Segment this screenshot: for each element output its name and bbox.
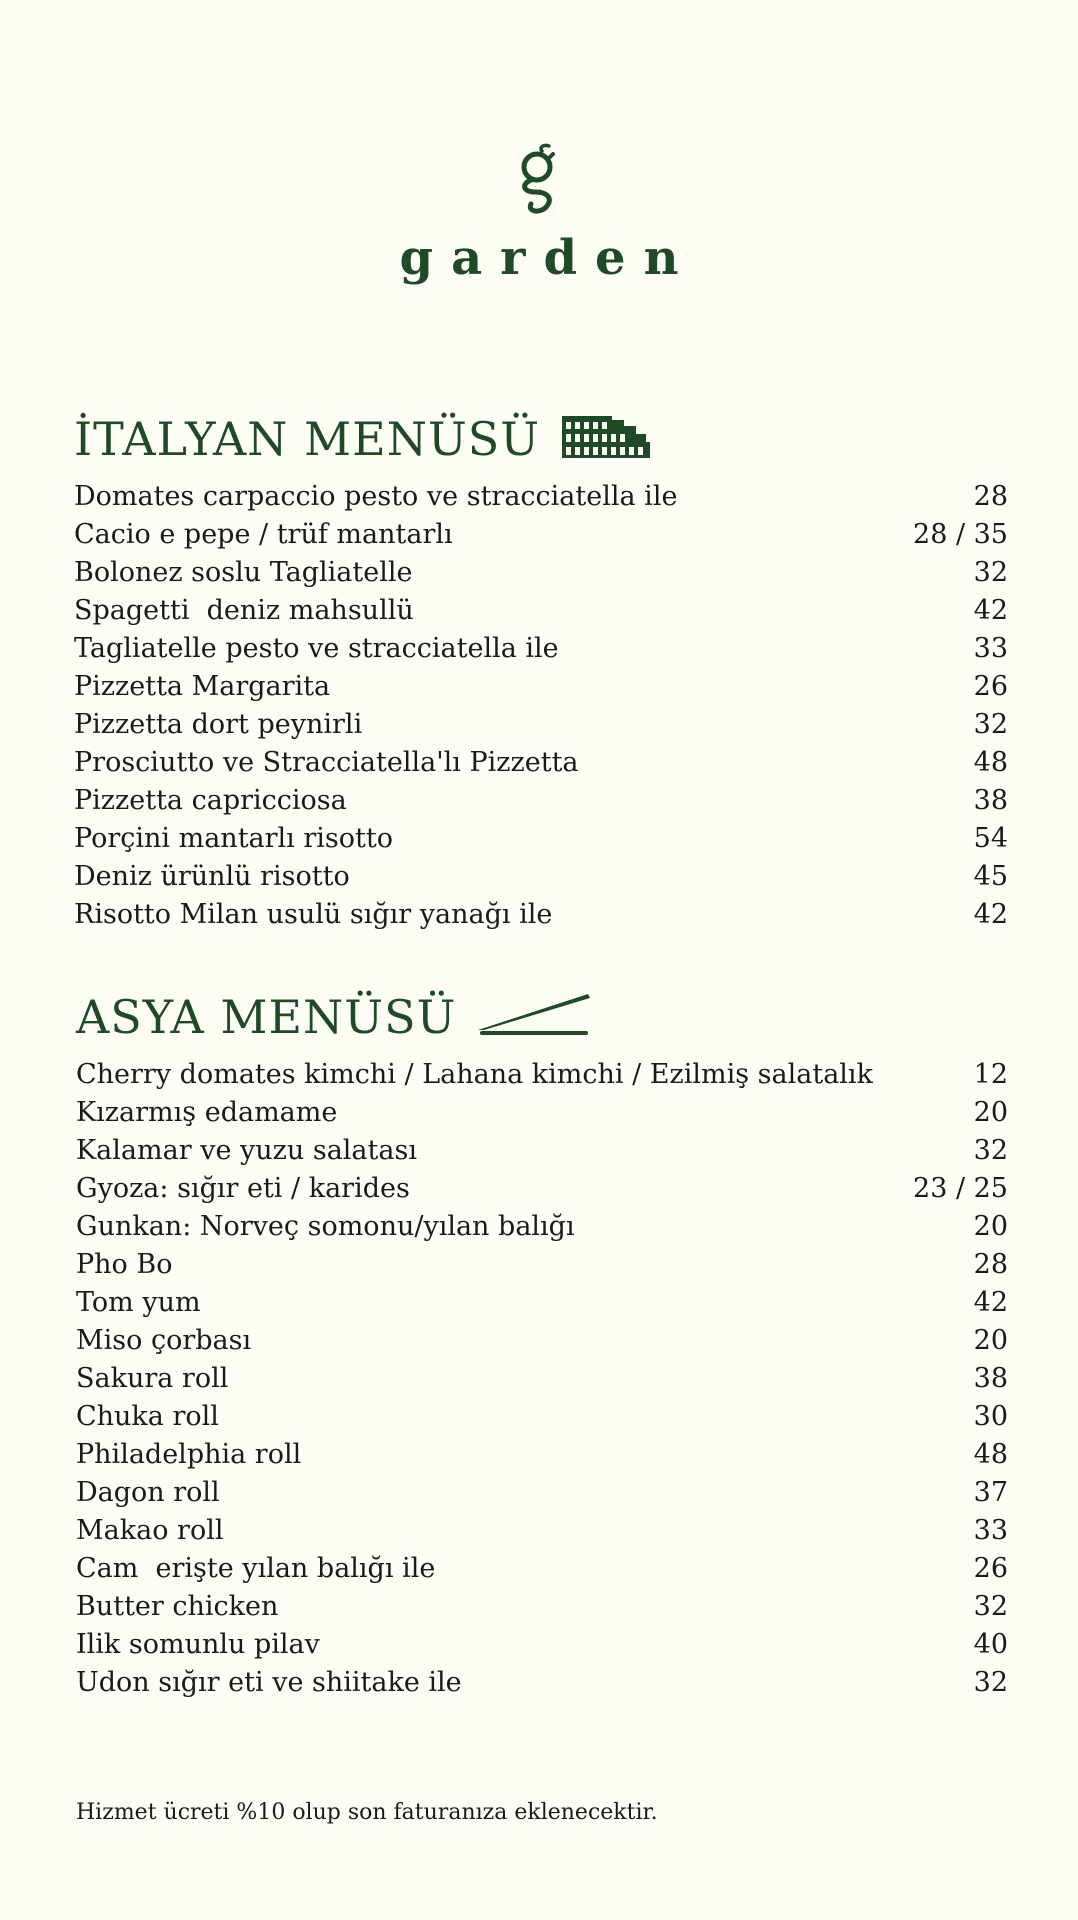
menu-item <box>74 744 1008 782</box>
logo <box>0 140 1078 286</box>
menu-item-name: Miso çorbası <box>76 1325 252 1356</box>
menu-item-name: Dagon roll <box>76 1477 220 1508</box>
menu-item-price: 26 <box>973 671 1008 702</box>
menu-item-price: 32 <box>973 1667 1008 1698</box>
menu-item-name: Pizzetta Margarita <box>74 671 331 702</box>
menu-item-price: 38 <box>973 1363 1008 1394</box>
menu-item <box>76 1626 1008 1664</box>
menu-item-price: 33 <box>973 633 1008 664</box>
menu-item-name: Pho Bo <box>76 1249 173 1280</box>
menu-item <box>76 1170 1008 1208</box>
menu-item-price: 37 <box>973 1477 1008 1508</box>
garden-logo-icon <box>509 140 569 220</box>
menu-item-price: 20 <box>973 1325 1008 1356</box>
menu-item <box>74 592 1008 630</box>
menu-item <box>76 1208 1008 1246</box>
menu-item <box>76 1322 1008 1360</box>
menu-item <box>76 1094 1008 1132</box>
menu-item <box>76 1550 1008 1588</box>
menu-item <box>74 478 1008 516</box>
menu-item-name: Udon sığır eti ve shiitake ile <box>76 1667 462 1698</box>
menu-item-name: Deniz ürünlü risotto <box>74 861 350 892</box>
menu-item-price: 38 <box>973 785 1008 816</box>
menu-item-name: Cam erişte yılan balığı ile <box>76 1553 436 1584</box>
menu-item <box>76 1360 1008 1398</box>
menu-item <box>74 668 1008 706</box>
menu-item-name: Cacio e pepe / trüf mantarlı <box>74 519 453 550</box>
menu-item <box>74 554 1008 592</box>
menu-item-price: 42 <box>973 1287 1008 1318</box>
menu-item-name: Porçini mantarlı risotto <box>74 823 394 854</box>
menu-item-name: Philadelphia roll <box>76 1439 302 1470</box>
menu-item-price: 28 <box>973 481 1008 512</box>
italian-menu-header <box>74 410 1008 468</box>
italian-menu-title: İTALYAN MENÜSÜ <box>74 412 541 466</box>
menu-item <box>76 1512 1008 1550</box>
menu-item-price: 32 <box>973 557 1008 588</box>
menu-item <box>74 630 1008 668</box>
menu-item-name: Risotto Milan usulü sığır yanağı ile <box>74 899 553 930</box>
menu-item-name: Spagetti deniz mahsullü <box>74 595 414 626</box>
menu-item-name: Sakura roll <box>76 1363 229 1394</box>
menu-item-name: Bolonez soslu Tagliatelle <box>74 557 413 588</box>
menu-item-name: Kalamar ve yuzu salatası <box>76 1135 417 1166</box>
menu-item-price: 48 <box>973 1439 1008 1470</box>
menu-item-name: Makao roll <box>76 1515 224 1546</box>
menu-item-price: 32 <box>973 1591 1008 1622</box>
menu-item <box>74 782 1008 820</box>
colosseum-icon <box>560 412 652 458</box>
menu-item <box>74 706 1008 744</box>
menu-item-name: Prosciutto ve Stracciatella'lı Pizzetta <box>74 747 579 778</box>
menu-item-price: 30 <box>973 1401 1008 1432</box>
menu-item-name: Gyoza: sığır eti / karides <box>76 1173 410 1204</box>
menu-item-name: Pizzetta dort peynirli <box>74 709 363 740</box>
brand-name: garden <box>399 230 697 286</box>
italian-menu-section <box>74 410 1008 934</box>
menu-item-name: Tom yum <box>76 1287 201 1318</box>
menu-item-price: 45 <box>973 861 1008 892</box>
menu-item-name: Chuka roll <box>76 1401 219 1432</box>
menu-item <box>76 1284 1008 1322</box>
menu-item <box>74 516 1008 554</box>
menu-item <box>76 1398 1008 1436</box>
menu-item-price: 33 <box>973 1515 1008 1546</box>
menu-item-price: 12 <box>973 1059 1008 1090</box>
menu-item <box>76 1246 1008 1284</box>
menu-item-price: 40 <box>973 1629 1008 1660</box>
menu-item-price: 54 <box>973 823 1008 854</box>
menu-item-price: 42 <box>973 595 1008 626</box>
menu-item <box>74 820 1008 858</box>
menu-item-price: 32 <box>973 709 1008 740</box>
menu-item <box>76 1132 1008 1170</box>
menu-item-price: 20 <box>973 1211 1008 1242</box>
menu-item-price: 28 / 35 <box>913 519 1008 550</box>
menu-item-name: Domates carpaccio pesto ve stracciatella ile <box>74 481 678 512</box>
menu-item-name: Cherry domates kimchi / Lahana kimchi / Ezilmiş salatalık <box>76 1059 873 1090</box>
asian-menu-list <box>76 1056 1008 1702</box>
menu-item <box>76 1664 1008 1702</box>
menu-item-price: 42 <box>973 899 1008 930</box>
chopsticks-icon <box>476 992 592 1036</box>
italian-menu-list <box>74 478 1008 934</box>
menu-item-price: 23 / 25 <box>913 1173 1008 1204</box>
menu-item <box>76 1436 1008 1474</box>
menu-item-price: 32 <box>973 1135 1008 1166</box>
menu-item-price: 20 <box>973 1097 1008 1128</box>
menu-item <box>76 1474 1008 1512</box>
asian-menu-title: ASYA MENÜSÜ <box>76 990 457 1044</box>
menu-item <box>74 858 1008 896</box>
menu-item-name: Butter chicken <box>76 1591 279 1622</box>
menu-item-name: Tagliatelle pesto ve stracciatella ile <box>74 633 559 664</box>
menu-item-price: 28 <box>973 1249 1008 1280</box>
menu-item-name: Ilik somunlu pilav <box>76 1629 320 1660</box>
asian-menu-section <box>76 988 1008 1702</box>
menu-item-name: Kızarmış edamame <box>76 1097 338 1128</box>
menu-item-name: Pizzetta capricciosa <box>74 785 347 816</box>
service-charge-note: Hizmet ücreti %10 olup son faturanıza eklenecektir. <box>76 1800 658 1825</box>
menu-item <box>76 1056 1008 1094</box>
menu-item <box>76 1588 1008 1626</box>
menu-item-price: 26 <box>973 1553 1008 1584</box>
menu-item-name: Gunkan: Norveç somonu/yılan balığı <box>76 1211 575 1242</box>
asian-menu-header <box>76 988 1008 1046</box>
menu-item <box>74 896 1008 934</box>
menu-item-price: 48 <box>973 747 1008 778</box>
